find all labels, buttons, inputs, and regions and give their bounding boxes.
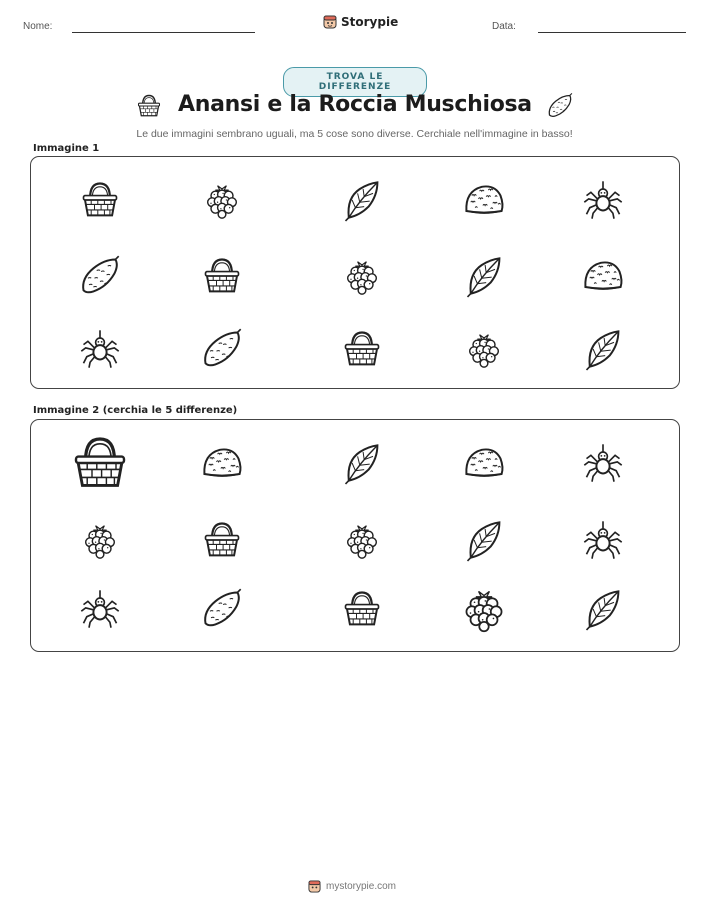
image2-spider-icon[interactable] [581, 441, 625, 485]
image1-label: Immagine 1 [33, 143, 100, 154]
image1-basket-icon [340, 327, 384, 371]
image2-mossy-rock-icon[interactable] [462, 441, 506, 485]
image1-raspberry-icon [200, 178, 244, 222]
date-field[interactable] [538, 32, 686, 33]
name-label: Nome: [23, 21, 53, 32]
instructions: Le due immagini sembrano uguali, ma 5 cose sono diverse. Cerchiale nell'immagine in basso! [136, 128, 573, 140]
image2-yam-icon[interactable] [200, 587, 244, 631]
storypie-mascot-icon [323, 15, 337, 29]
image1-raspberry-icon [340, 254, 384, 298]
image1-yam-icon [200, 327, 244, 371]
image2-basket-icon[interactable] [68, 431, 132, 495]
image2-raspberry-icon[interactable] [78, 518, 122, 562]
name-field[interactable] [72, 32, 255, 33]
image1-leaf-icon [340, 178, 384, 222]
title-yam-icon [546, 92, 574, 120]
image2-leaf-icon[interactable] [462, 518, 506, 562]
storypie-mascot-icon [308, 880, 321, 893]
date-label: Data: [492, 21, 516, 32]
activity-badge: TROVA LE DIFFERENZE [283, 67, 427, 97]
image1-mossy-rock-icon [462, 178, 506, 222]
image1-basket-icon [200, 254, 244, 298]
image2-spider-icon[interactable] [78, 587, 122, 631]
image2-label: Immagine 2 (cerchia le 5 differenze) [33, 405, 238, 416]
image1-raspberry-icon [462, 327, 506, 371]
image1-basket-icon [78, 178, 122, 222]
image2-leaf-icon[interactable] [340, 441, 384, 485]
page-title: Anansi e la Roccia Muschiosa [178, 92, 532, 117]
image2-mossy-rock-icon[interactable] [200, 441, 244, 485]
brand-name: Storypie [341, 15, 399, 29]
footer-url: mystorypie.com [326, 881, 397, 892]
image2-basket-icon[interactable] [340, 587, 384, 631]
image2-leaf-icon[interactable] [581, 587, 625, 631]
image1-spider-icon [581, 178, 625, 222]
footer [308, 880, 396, 893]
image1-mossy-rock-icon [581, 254, 625, 298]
image2-raspberry-icon[interactable] [457, 582, 511, 636]
image1-leaf-icon [462, 254, 506, 298]
image1-spider-icon [78, 327, 122, 371]
image1-leaf-icon [581, 327, 625, 371]
title-basket-icon [135, 92, 163, 120]
image2-basket-icon[interactable] [200, 518, 244, 562]
brand-logo [323, 15, 398, 29]
image1-yam-icon [78, 254, 122, 298]
image2-raspberry-icon[interactable] [340, 518, 384, 562]
image2-spider-icon[interactable] [581, 518, 625, 562]
